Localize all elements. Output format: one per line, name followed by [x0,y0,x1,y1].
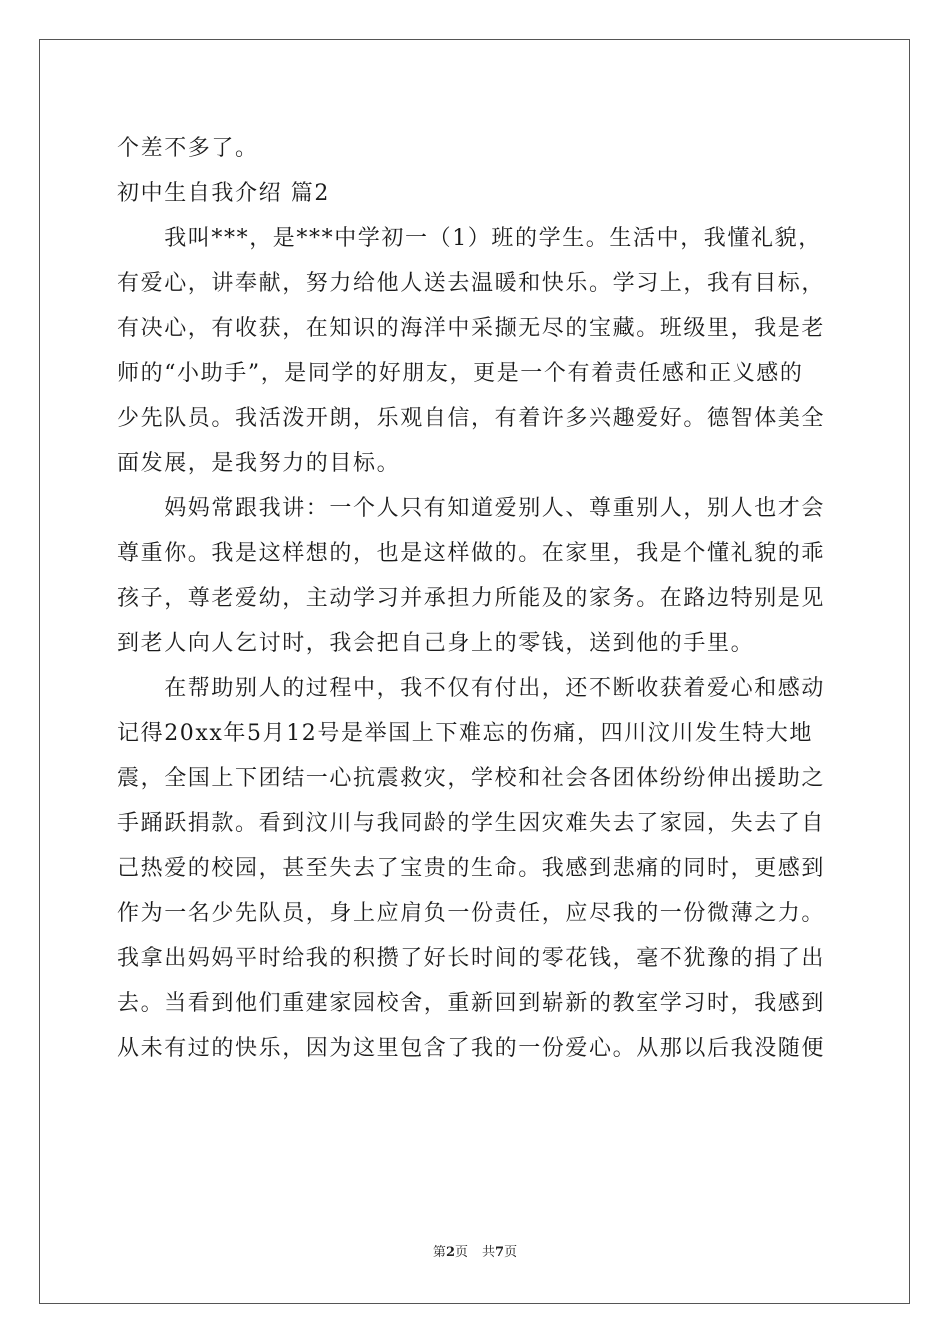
text-line: 作为一名少先队员，身上应肩负一份责任，应尽我的一份微薄之力。 [117,901,826,926]
text-line: 我叫***，是***中学初一（1）班的学生。生活中，我懂礼貌， [117,226,822,251]
page-number: 2 [445,1245,455,1260]
document-body [117,126,833,1071]
text-line: 师的“小助手”，是同学的好朋友，更是一个有着责任感和正义感的 [117,361,804,386]
text-line: 有爱心，讲奉献，努力给他人送去温暖和快乐。学习上，我有目标， [117,271,826,296]
text-line: 有决心，有收获，在知识的海洋中采撷无尽的宝藏。班级里，我是老 [117,316,826,341]
text-line: 我拿出妈妈平时给我的积攒了好长时间的零花钱，毫不犹豫的捐了出 [117,946,826,971]
section-heading: 初中生自我介绍 篇2 [117,181,330,206]
text-line: 在帮助别人的过程中，我不仅有付出，还不断收获着爱心和感动 [117,676,826,701]
page-footer [0,1244,950,1262]
text-line: 记得20xx年5月12号是举国上下难忘的伤痛，四川汶川发生特大地 [117,721,814,746]
text-line: 己热爱的校园，甚至失去了宝贵的生命。我感到悲痛的同时，更感到 [117,856,826,881]
text-line: 手踊跃捐款。看到汶川与我同龄的学生因灾难失去了家园，失去了自 [117,811,826,836]
page-suffix: 页 [454,1245,468,1260]
text-line: 到老人向人乞讨时，我会把自己身上的零钱，送到他的手里。 [117,631,755,656]
text-line: 震，全国上下团结一心抗震救灾，学校和社会各团体纷纷伸出援助之 [117,766,826,791]
text-line: 去。当看到他们重建家园校舍，重新回到崭新的教室学习时，我感到 [117,991,826,1016]
text-line: 妈妈常跟我讲：一个人只有知道爱别人、尊重别人，别人也才会 [117,496,826,521]
total-prefix: 共 [482,1245,496,1260]
page-prefix: 第 [432,1245,446,1260]
text-line: 从未有过的快乐，因为这里包含了我的一份爱心。从那以后我没随便 [117,1036,826,1061]
text-line: 个差不多了。 [117,136,259,161]
total-pages: 7 [495,1245,505,1260]
total-suffix: 页 [504,1245,518,1260]
text-line: 面发展，是我努力的目标。 [117,451,401,476]
text-line: 尊重你。我是这样想的，也是这样做的。在家里，我是个懂礼貌的乖 [117,541,826,566]
text-line: 少先队员。我活泼开朗，乐观自信，有着许多兴趣爱好。德智体美全 [117,406,826,431]
text-line: 孩子，尊老爱幼，主动学习并承担力所能及的家务。在路边特别是见 [117,586,826,611]
